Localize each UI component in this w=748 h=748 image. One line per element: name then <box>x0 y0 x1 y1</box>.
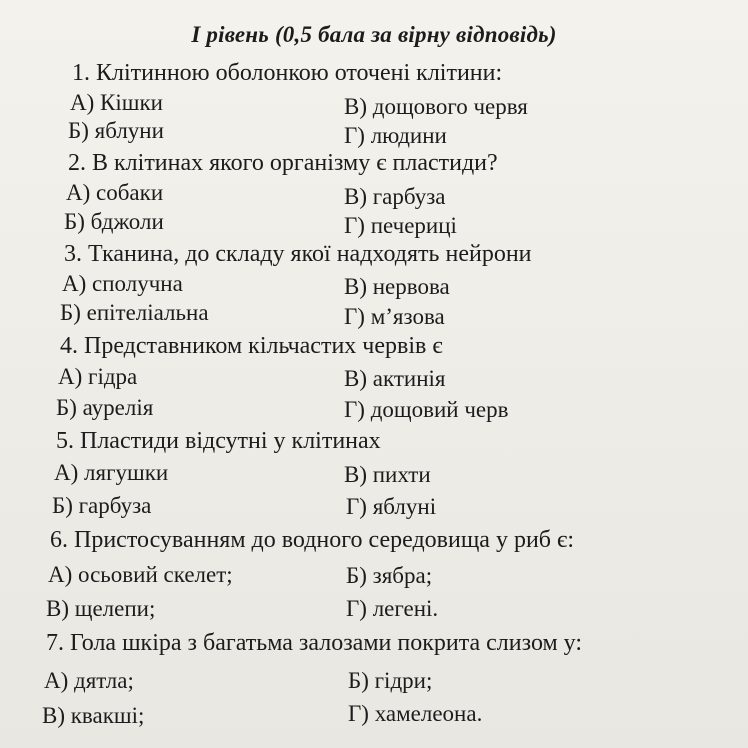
q3-option-g: Г) м’язова <box>344 304 445 329</box>
q3-option-a: А) сполучна <box>62 271 183 296</box>
question-7: 7. Гола шкіра з багатьма залозами покрита слизом у: <box>46 630 583 656</box>
question-1: 1. Клітинною оболонкою оточені клітини: <box>72 60 503 86</box>
q7-option-g: Г) хамелеона. <box>348 701 483 726</box>
q4-option-g: Г) дощовий черв <box>344 397 509 422</box>
q2-option-a: А) собаки <box>66 180 164 205</box>
q3-option-v: В) нервова <box>344 274 450 299</box>
q4-option-a: А) гідра <box>58 364 138 389</box>
q6-option-b: Б) зябра; <box>346 563 433 588</box>
q4-option-v: В) актинія <box>344 366 446 391</box>
q5-option-v: В) пихти <box>344 462 431 487</box>
q6-option-a: А) осьовий скелет; <box>48 562 233 587</box>
question-2: 2. В клітинах якого організму є пластиди? <box>68 150 498 176</box>
q1-option-g: Г) людини <box>344 123 447 148</box>
q7-option-b: Б) гідри; <box>348 668 433 693</box>
question-6: 6. Пристосуванням до водного середовища у риб є: <box>50 527 574 553</box>
q5-option-a: А) лягушки <box>54 460 169 485</box>
q4-option-b: Б) аурелія <box>56 395 154 420</box>
q1-option-a: А) Кішки <box>70 90 163 115</box>
q2-option-v: В) гарбуза <box>344 184 446 209</box>
q2-option-g: Г) печериці <box>344 213 457 238</box>
q6-option-v: В) щелепи; <box>46 596 156 621</box>
q3-option-b: Б) епітеліальна <box>60 300 209 325</box>
q5-option-g: Г) яблуні <box>346 494 437 519</box>
q7-option-v: В) квакші; <box>42 703 145 728</box>
q6-option-g: Г) легені. <box>346 596 439 621</box>
q1-option-v: В) дощового червя <box>344 94 528 119</box>
section-title: І рівень (0,5 бала за вірну відповідь) <box>191 22 557 47</box>
q1-option-b: Б) яблуни <box>68 118 164 143</box>
question-4: 4. Представником кільчастих червів є <box>60 333 443 359</box>
question-3: 3. Тканина, до складу якої надходять нейрони <box>64 241 532 267</box>
q5-option-b: Б) гарбуза <box>52 493 152 518</box>
question-5: 5. Пластиди відсутні у клітинах <box>56 428 381 454</box>
q7-option-a: А) дятла; <box>44 668 134 693</box>
q2-option-b: Б) бджоли <box>64 209 164 234</box>
